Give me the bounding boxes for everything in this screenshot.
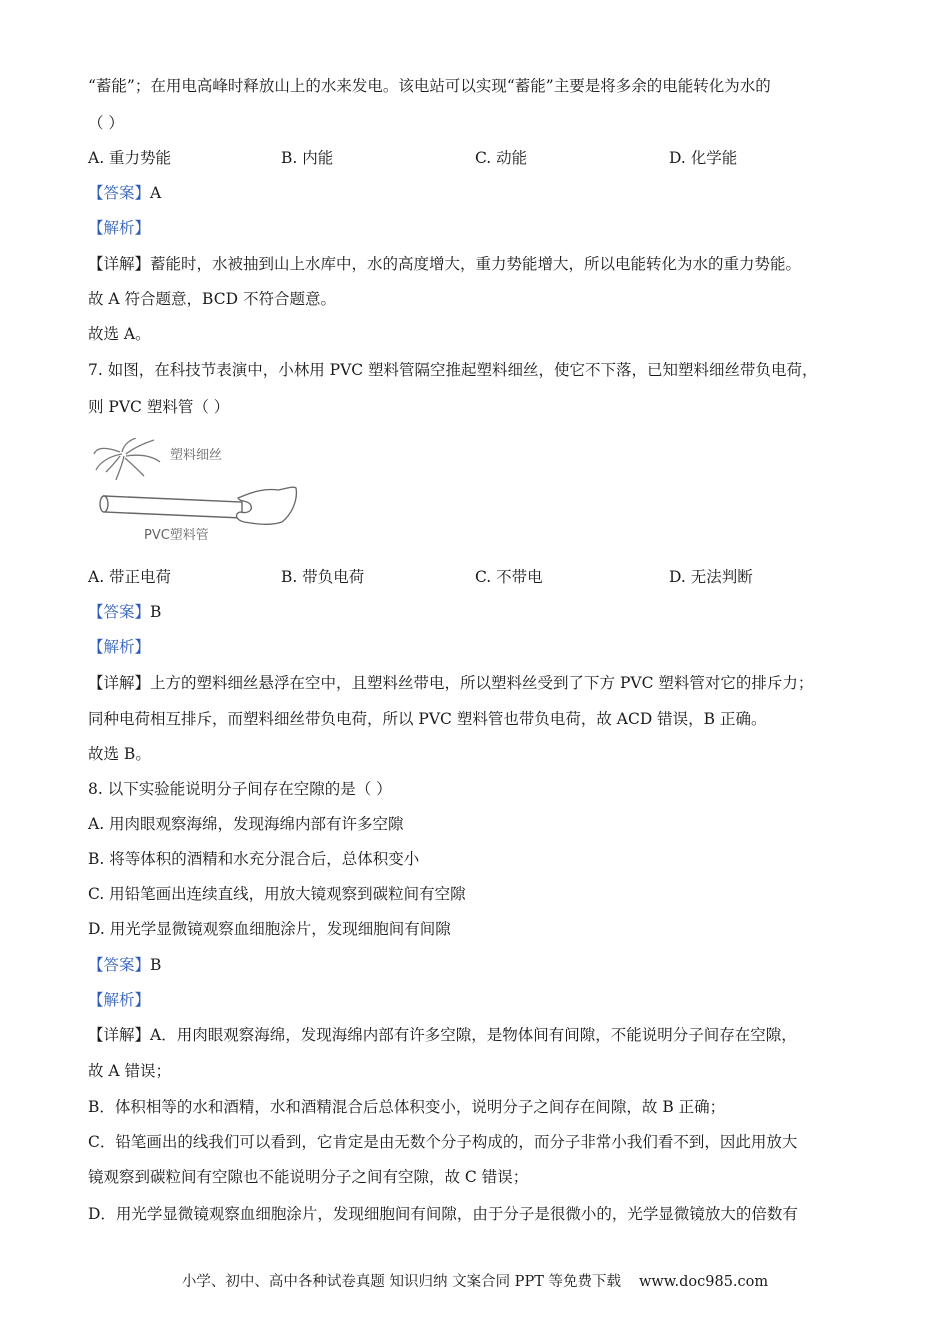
q7-option-c: C. 不带电 [475,568,543,586]
q6-option-a: A. 重力势能 [88,149,172,167]
q6-analysis [88,217,150,239]
figure-label-filament: 塑料细丝 [170,448,223,463]
analysis-tag: 【解析】 [88,219,151,237]
q7-analysis [88,636,150,658]
detail-text: 蓄能时，水被抽到山上水库中，水的高度增大，重力势能增大，所以电能转化为水的重力势能。 [150,255,802,273]
q8-detail-line2: 故 A 错误； [88,1062,172,1080]
q8-option-c: C. 用铅笔画出连续直线，用放大镜观察到碳粒间有空隙 [88,885,466,903]
q8-detail-line5: 镜观察到碳粒间有空隙也不能说明分子之间有空隙，故 C 错误； [88,1168,529,1186]
q8-detail-line3: B．体积相等的水和酒精，水和酒精混合后总体积变小，说明分子之间存在间隙，故 B 正确； [88,1098,726,1116]
analysis-tag: 【解析】 [88,638,151,656]
detail-text: A．用肉眼观察海绵，发现海绵内部有许多空隙，是物体间有间隙，不能说明分子间存在空隙， [150,1026,797,1044]
answer-value: B [150,603,162,621]
q7-detail-line1 [88,672,813,694]
footer-url-link[interactable]: www.doc985.com [638,1274,769,1290]
q6-stem-line2: （ ） [88,114,124,132]
q7-stem-line2: 则 PVC 塑料管（ ） [88,398,230,416]
q7-conclusion: 故选 B。 [88,745,151,763]
q8-analysis [88,989,150,1011]
figure-label-pvc: PVC塑料管 [144,528,209,543]
page-footer [0,1270,950,1291]
q7-stem-line1: 7. 如图，在科技节表演中，小林用 PVC 塑料管隔空推起塑料细丝，使它不下落，已知塑料细丝带负电荷， [88,361,818,379]
hand-icon [237,487,297,524]
q8-stem: 8. 以下实验能说明分子间存在空隙的是（ ） [88,780,392,798]
q6-option-d: D. 化学能 [669,149,738,167]
q6-detail-line2: 故 A 符合题意，BCD 不符合题意。 [88,290,336,308]
q6-detail-line1 [88,253,801,275]
analysis-tag: 【解析】 [88,991,151,1009]
q8-detail-line4: C．铅笔画出的线我们可以看到，它肯定是由无数个分子构成的，而分子非常小我们看不到，因此用放大 [88,1133,798,1151]
q6-option-b: B. 内能 [281,149,334,167]
answer-value: B [150,956,162,974]
q8-answer [88,954,161,976]
detail-tag: 【详解】 [88,255,151,273]
q8-option-a: A. 用肉眼观察海绵，发现海绵内部有许多空隙 [88,815,404,833]
q6-option-c: C. 动能 [475,149,528,167]
q8-detail-line1 [88,1024,797,1046]
detail-text: 上方的塑料细丝悬浮在空中，且塑料丝带电，所以塑料丝受到了下方 PVC 塑料管对它的排斥力； [150,674,814,692]
q8-detail-line6: D．用光学显微镜观察血细胞涂片，发现细胞间有间隙，由于分子是很微小的，光学显微镜放大的倍数有 [88,1205,798,1223]
pvc-tube [100,496,242,518]
q8-option-b: B. 将等体积的酒精和水充分混合后，总体积变小 [88,850,420,868]
q7-option-a: A. 带正电荷 [88,568,172,586]
detail-tag: 【详解】 [88,674,151,692]
q6-answer [88,182,161,204]
answer-tag: 【答案】 [88,956,151,974]
q8-option-d: D. 用光学显微镜观察血细胞涂片，发现细胞间有间隙 [88,920,451,938]
footer-text: 小学、初中、高中各种试卷真题 知识归纳 文案合同 PPT 等免费下载 [181,1274,621,1290]
answer-value: A [150,184,162,202]
answer-tag: 【答案】 [88,603,151,621]
q7-option-d: D. 无法判断 [669,568,753,586]
plastic-filament [94,438,160,480]
detail-tag: 【详解】 [88,1026,151,1044]
q6-stem-line1: “蓄能”；在用电高峰时释放山上的水来发电。该电站可以实现“蓄能”主要是将多余的电能转化为水的 [88,77,771,95]
q6-conclusion: 故选 A。 [88,325,151,343]
q7-detail-line2: 同种电荷相互排斥，而塑料细丝带负电荷，所以 PVC 塑料管也带负电荷，故 ACD 错误，B 正确。 [88,710,767,728]
answer-tag: 【答案】 [88,184,151,202]
q7-figure [92,438,302,548]
q7-option-b: B. 带负电荷 [281,568,365,586]
q7-answer [88,601,161,623]
